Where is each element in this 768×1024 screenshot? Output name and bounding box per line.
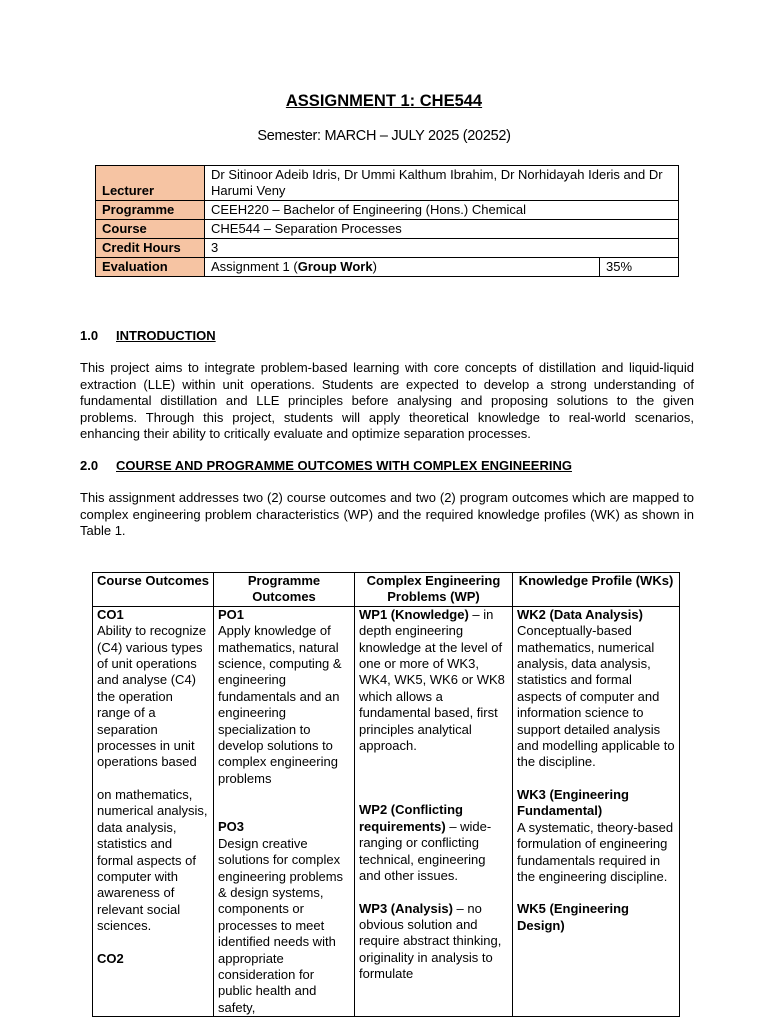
evaluation-weight: 35% [600, 258, 679, 277]
lecturer-label: Lecturer [96, 166, 205, 201]
section-2-number: 2.0 [80, 458, 99, 473]
section-1-number: 1.0 [80, 328, 99, 343]
introduction-paragraph: This project aims to integrate problem-based learning with core concepts of distillation and liquid-liquid extraction (LLE) within unit operations. Students are expected to develop a strong understanding of fundamental distillation and LLE principles before analysing and proposing solutions to the given problems. Through this project, students will apply theoretical knowledge to real-world scenarios, enhancing their ability to critically evaluate and optimize separation processes. [80, 360, 694, 441]
header-complex-engineering-problems: Complex Engineering Problems (WP) [355, 573, 513, 607]
outcomes-body-row [93, 606, 680, 1016]
wp3-entry [359, 901, 508, 983]
po1-code: PO1 [218, 606, 245, 622]
wk5-title: WK5 (Engineering Design) [517, 901, 629, 933]
lecturer-row [96, 166, 679, 201]
wp3-text: – no obvious solution and require abstract thinking, originality in analysis to formulate [359, 900, 502, 982]
po3-text: Design creative solutions for complex engineering problems & design systems, components or processes to meet identified needs with appropriate consideration for public health and safety, [218, 835, 344, 1015]
knowledge-profile-cell [513, 606, 680, 1016]
section-1-heading [80, 328, 216, 343]
po3-code: PO3 [218, 819, 245, 835]
programme-value: CEEH220 – Bachelor of Engineering (Hons.) Chemical [205, 201, 679, 220]
outcomes-paragraph: This assignment addresses two (2) course outcomes and two (2) program outcomes which are mapped to complex engineering problem characteristics (WP) and the required knowledge profiles (WK) as shown in Table 1. [80, 490, 694, 538]
header-programme-outcomes: Programme Outcomes [214, 573, 355, 607]
outcomes-header-row [93, 573, 680, 607]
co2-code: CO2 [97, 950, 124, 966]
co1-text-part-b: on mathematics, numerical analysis, data analysis, statistics and formal aspects of computer with awareness of relevant social sciences. [97, 786, 208, 934]
evaluation-prefix: Assignment 1 ( [211, 259, 298, 274]
evaluation-value [205, 258, 600, 277]
credit-hours-label: Credit Hours [96, 239, 205, 258]
wk2-text: Conceptually-based mathematics, numerical analysis, data analysis, statistics and formal aspects of computer and information science to support detailed analysis and modelling applicable to the discipline. [517, 623, 675, 770]
evaluation-suffix: ) [372, 259, 377, 274]
wp2-entry [359, 802, 508, 884]
wp1-text: – in depth engineering knowledge at the level of one or more of WK3, WK4, WK5, WK6 or WK8 which allows a fundamental based, first principles analytical approach. [359, 606, 505, 754]
lecturer-value: Dr Sitinoor Adeib Idris, Dr Ummi Kalthum Ibrahim, Dr Norhidayah Ideris and Dr Harumi Veny [205, 166, 679, 201]
course-row [96, 220, 679, 239]
semester-line: Semester: MARCH – JULY 2025 (20252) [257, 128, 511, 144]
header-course-outcomes: Course Outcomes [93, 573, 214, 607]
wp2-text: – wide-ranging or conflicting technical, engineering and other issues. [359, 818, 492, 884]
programme-outcomes-cell [214, 606, 355, 1016]
credit-hours-row [96, 239, 679, 258]
course-outcomes-cell [93, 606, 214, 1016]
section-1-title: INTRODUCTION [116, 328, 216, 343]
co1-code: CO1 [97, 606, 124, 622]
section-2-heading [80, 458, 572, 473]
section-2-title: COURSE AND PROGRAMME OUTCOMES WITH COMPLEX ENGINEERING [116, 458, 572, 473]
wk3-text: A systematic, theory-based formulation of engineering fundamentals required in the engineering discipline. [517, 819, 674, 884]
course-info-table [95, 165, 679, 277]
course-label: Course [96, 220, 205, 239]
outcomes-mapping-table [92, 572, 680, 1017]
assignment-title: ASSIGNMENT 1: CHE544 [285, 92, 483, 110]
programme-label: Programme [96, 201, 205, 220]
wk2-title: WK2 (Data Analysis) [517, 606, 643, 622]
evaluation-row [96, 258, 679, 277]
header-knowledge-profile: Knowledge Profile (WKs) [513, 573, 680, 607]
course-value: CHE544 – Separation Processes [205, 220, 679, 239]
wk3-title: WK3 (Engineering Fundamental) [517, 786, 629, 819]
complex-problems-cell [355, 606, 513, 1016]
wp1-title: WP1 (Knowledge) [359, 606, 469, 622]
po1-text: Apply knowledge of mathematics, natural science, computing & engineering fundamentals and an engineering specialization to develop solutions to complex engineering problems [218, 623, 342, 786]
evaluation-label: Evaluation [96, 258, 205, 277]
wp1-entry [359, 607, 508, 755]
credit-hours-value: 3 [205, 239, 679, 258]
wp2-title: WP2 (Conflicting requirements) [359, 802, 463, 834]
evaluation-group-work: Group Work [297, 259, 373, 274]
programme-row [96, 201, 679, 220]
wp3-title: WP3 (Analysis) [359, 900, 453, 916]
co1-text-part-a: Ability to recognize (C4) various types of unit operations and analyse (C4) the operation range of a separation processes in unit operations based [97, 623, 207, 770]
